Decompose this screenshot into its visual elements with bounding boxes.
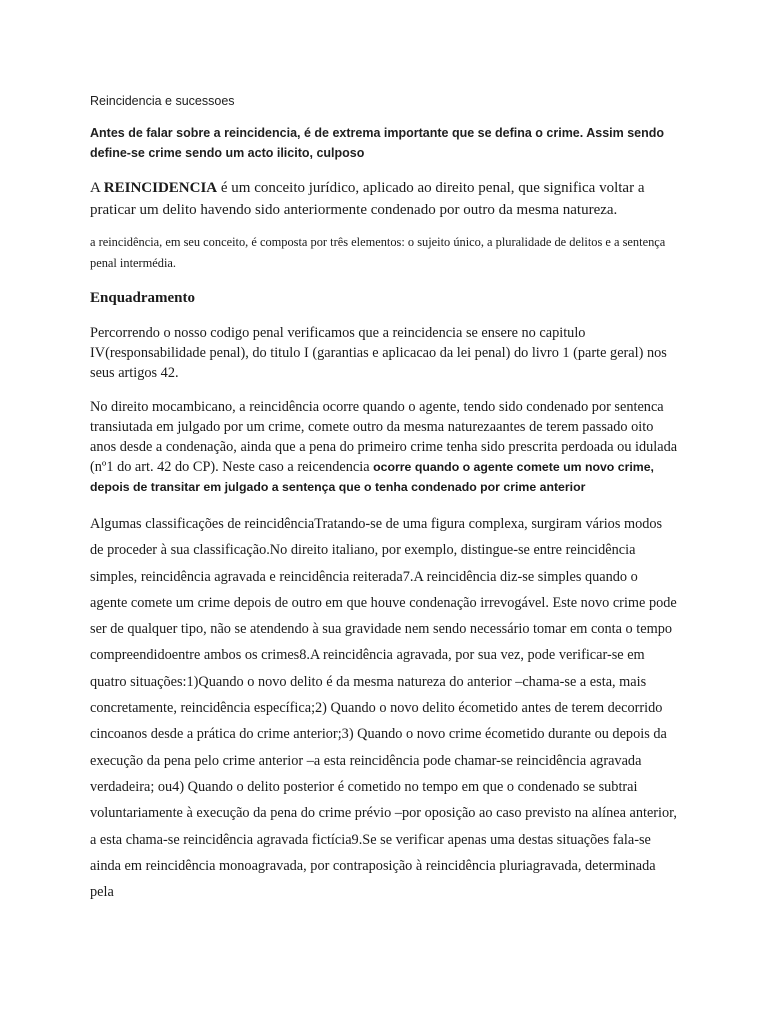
intro-paragraph: Antes de falar sobre a reincidencia, é de extrema importante que se defina o crime. Assim sendo define-se crime sendo um acto ilicito, culposo [90, 126, 665, 160]
definition-term: REINCIDENCIA [103, 180, 218, 196]
mocambicano-text: No direito mocambicano, a reincidência ocorre quando o agente, tendo sido condenado por sentenca transiutada em julgado por um crime, comete outro da mesma naturezaantes de terem passado oito anos desde a condenação, ainda que a pena do primeiro crime tenha sido prescrita perdoada ou idulada (nº1 do art. 42 do CP). Neste caso a reicendencia [90, 399, 678, 475]
classificacoes-paragraph: Algumas classificações de reincidênciaTratando-se de uma figura complexa, surgiram vários modos de proceder à sua classificação.No direito italiano, por exemplo, distingue-se entre reincidência simples, reincidência agravada e reincidência reiterada7.A reincidência diz-se simples quando o agente comete um crime depois de outro em que houve condenação irrevogável. Este novo crime pode ser de qualquer tipo, não se atendendo à sua gravidade nem sendo necessário tomar em conta o tempo compreendidoentre ambos os crimes8.A reincidência agravada, por sua vez, pode verificar-se em quatro situações:1)Quando o novo delito é da mesma natureza do anterior –chama-se a esta, mais concretamente, reincidência específica;2) Quando o novo delito écometido antes de terem decorrido cincoanos desde a prática do crime anterior;3) Quando o novo crime écometido durante ou depois da execução da pena pelo crime anterior –a esta reincidência pode chamar-se reincidência agravada verdadeira; ou4) Quando o delito posterior é cometido no tempo em que o condenado se subtrai voluntariamente à execução da pena do crime prévio –por oposição ao caso previsto na alínea anterior, a esta chama-se reincidência agravada fictícia9.Se se verificar apenas uma destas situações fala-se ainda em reincidência monoagravada, por contraposição à reincidência pluriagravada, determinada pela [90, 516, 677, 901]
section-heading: Enquadramento [90, 290, 196, 306]
definition-prefix: A [90, 180, 104, 196]
definition-paragraph [90, 177, 678, 221]
elements-paragraph: a reincidência, em seu conceito, é composta por três elementos: o sujeito único, a pluralidade de delitos e a sentença penal intermédia. [90, 235, 666, 270]
mocambicano-emphasis: ocorre quando o agente comete um novo crime, depois de transitar em julgado a sentença que o tenha condenado por crime anterior [90, 460, 654, 494]
mocambicano-paragraph [90, 397, 678, 497]
definition-text: é um conceito jurídico, aplicado ao direito penal, que significa voltar a praticar um delito havendo sido anteriormente condenado por outro da mesma natureza. [90, 180, 645, 218]
codigo-paragraph: Percorrendo o nosso codigo penal verificamos que a reincidencia se ensere no capitulo IV(responsabilidade penal), do titulo I (garantias e aplicacao da lei penal) do livro 1 (parte geral) nos seus artigos 42. [90, 325, 667, 381]
document-title: Reincidencia e sucessoes [90, 94, 235, 108]
